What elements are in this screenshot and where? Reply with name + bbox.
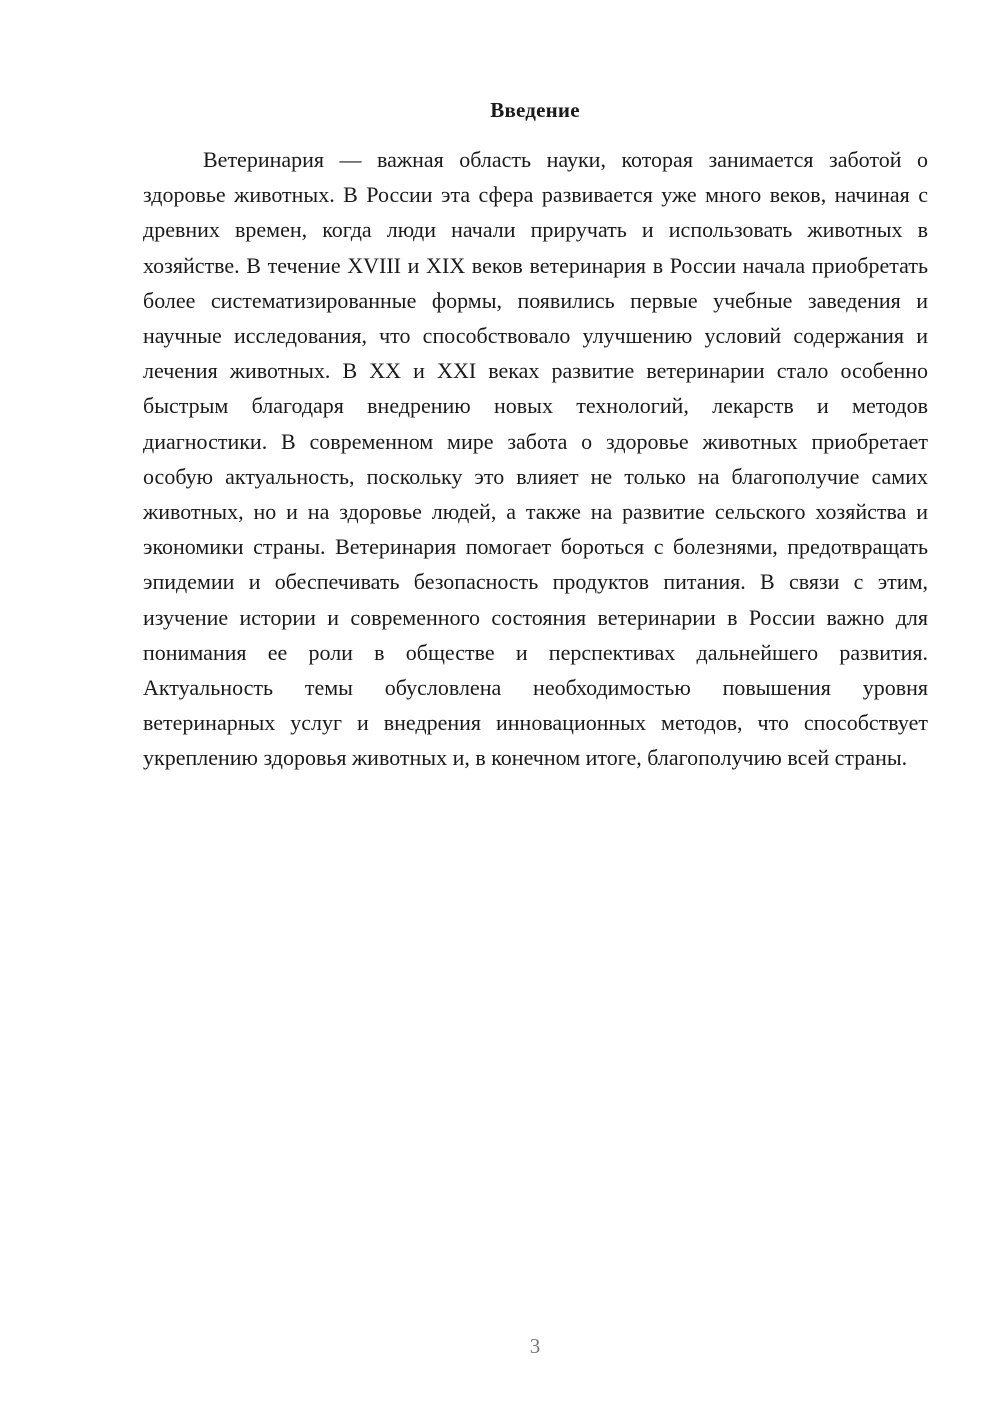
body-paragraph: Ветеринария — важная область науки, которая занимается заботой о здоровье животных. В России эта сфера развивается уже много веков, начиная с древних времен, когда люди начали приручать и использовать животных в хозяйстве. В течение XVIII и XIX веков ветеринария в России начала приобретать более систематизированные формы, появились первые учебные заведения и научные исследования, что способствовало улучшению условий содержания и лечения животных. В XX и XXI веках развитие ветеринарии стало особенно быстрым благодаря внедрению новых технологий, лекарств и методов диагностики. В современном мире забота о здоровье животных приобретает особую актуальность, поскольку это влияет не только на благополучие самих животных, но и на здоровье людей, а также на развитие сельского хозяйства и экономики страны. Ветеринария помогает бороться с болезнями, предотвращать эпидемии и обеспечивать безопасность продуктов питания. В связи с этим, изучение истории и современного состояния ветеринарии в России важно для понимания ее роли в обществе и перспективах дальнейшего развития. Актуальность темы обусловлена необходимостью повышения уровня ветеринарных услуг и внедрения инновационных методов, что способствует укреплению здоровья животных и, в конечном итоге, благополучию всей страны. xyxy=(143,147,928,771)
section-heading: Введение xyxy=(490,98,580,122)
page-number: 3 xyxy=(529,1334,541,1358)
